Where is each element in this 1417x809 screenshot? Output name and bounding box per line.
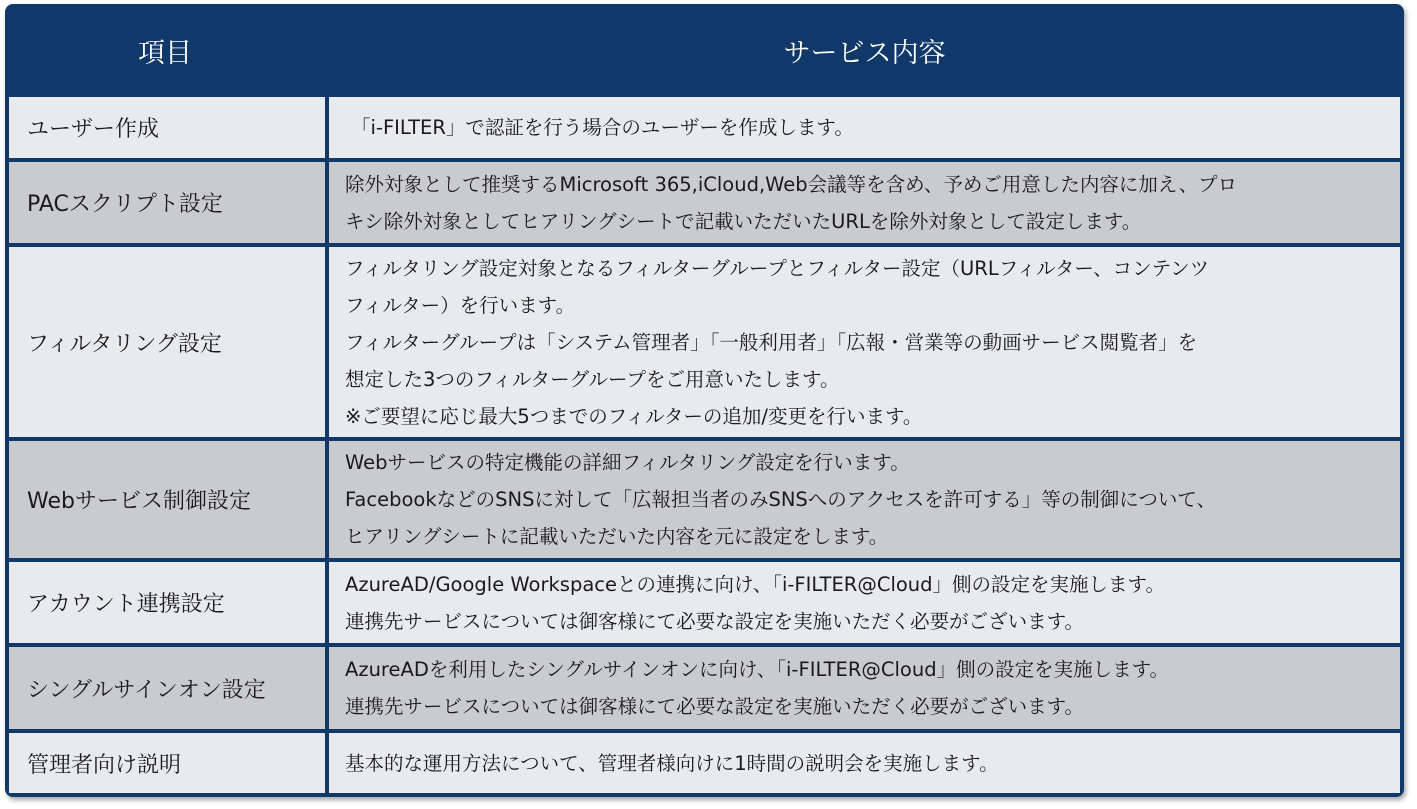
row-item: Webサービス制御設定: [9, 441, 325, 558]
row-content: Webサービスの特定機能の詳細フィルタリング設定を行います。 FacebookなどのSNSに対して「広報担当者のみSNSへのアクセスを許可する」等の制御について、 ヒアリングシートに記載いただいた内容を元に設定をします。: [329, 441, 1400, 558]
table-row: [9, 647, 1400, 729]
table-row: [9, 562, 1400, 643]
table-row: [9, 247, 1400, 437]
row-content: 除外対象として推奨するMicrosoft 365,iCloud,Web会議等を含め、予めご用意した内容に加え、プロ キシ除外対象としてヒアリングシートで記載いただいたURLを除外対象として設定します。: [329, 162, 1400, 243]
row-item: アカウント連携設定: [9, 562, 325, 643]
row-item: フィルタリング設定: [9, 247, 325, 437]
row-item: シングルサインオン設定: [9, 647, 325, 729]
row-content: 基本的な運用方法について、管理者様向けに1時間の説明会を実施します。: [329, 733, 1400, 793]
header-item-column: 項目: [138, 38, 192, 69]
table-row: [9, 162, 1400, 243]
row-content: フィルタリング設定対象となるフィルターグループとフィルター設定（URLフィルター、コンテンツ フィルター）を行います。 フィルターグループは「システム管理者」「一般利用者」「広報・営業等の動画サービス閲覧者」を 想定した3つのフィルターグループをご用意いたします。 ※ご要望に応じ最大5つまでのフィルターの追加/変更を行います。: [329, 247, 1400, 437]
table-row: [9, 97, 1400, 158]
row-content: AzureAD/Google Workspaceとの連携に向け、「i-FILTER@Cloud」側の設定を実施します。 連携先サービスについては御客様にて必要な設定を実施いただく必要がございます。: [329, 562, 1400, 643]
header-content-column: サービス内容: [783, 38, 946, 69]
table-header: [5, 4, 1404, 97]
table-row: [9, 733, 1400, 793]
table-row: [9, 441, 1400, 558]
row-item: ユーザー作成: [9, 97, 325, 158]
row-content: 「i-FILTER」で認証を行う場合のユーザーを作成します。: [329, 97, 1400, 158]
row-content: AzureADを利用したシングルサインオンに向け、「i-FILTER@Cloud」側の設定を実施します。 連携先サービスについては御客様にて必要な設定を実施いただく必要がございます。: [329, 647, 1400, 729]
service-table: [5, 4, 1404, 797]
row-item: 管理者向け説明: [9, 733, 325, 793]
row-item: PACスクリプト設定: [9, 162, 325, 243]
